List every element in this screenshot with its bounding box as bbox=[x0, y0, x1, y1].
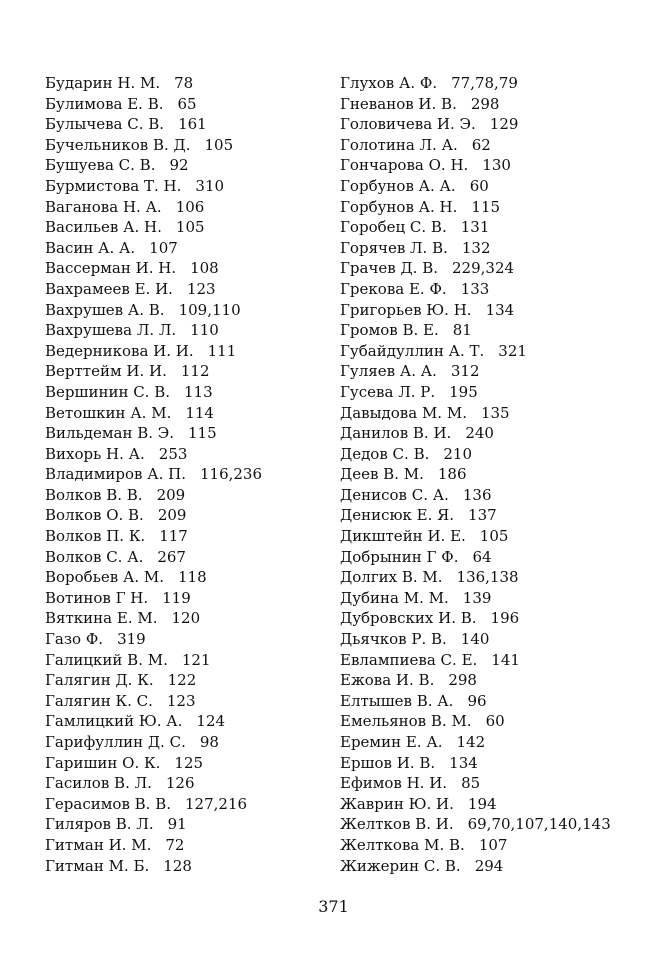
index-entry bbox=[45, 773, 345, 794]
page-references: 134 bbox=[485, 300, 515, 319]
author-name: Вихорь Н. А. bbox=[45, 444, 145, 463]
author-name: Ведерникова И. И. bbox=[45, 341, 194, 360]
author-name: Жаврин Ю. И. bbox=[340, 794, 454, 813]
author-name: Галягин К. С. bbox=[45, 691, 153, 710]
index-entry bbox=[45, 176, 345, 197]
index-entry bbox=[340, 423, 640, 444]
page-references: 298 bbox=[448, 671, 477, 690]
index-entry bbox=[45, 505, 345, 526]
index-entry bbox=[45, 341, 345, 362]
author-name: Дьячков Р. В. bbox=[340, 630, 447, 649]
author-name: Гневанов И. В. bbox=[340, 94, 457, 113]
page-references: 78 bbox=[174, 74, 194, 92]
page-references: 121 bbox=[181, 650, 211, 669]
author-name: Вершинин С. В. bbox=[45, 382, 171, 401]
index-entry bbox=[340, 94, 640, 115]
page-references: 267 bbox=[157, 547, 186, 566]
index-entry bbox=[340, 300, 640, 321]
page-references: 106 bbox=[175, 197, 205, 216]
page-references: 129 bbox=[489, 115, 519, 134]
author-name: Бударин Н. М. bbox=[45, 74, 161, 92]
page-references: 141 bbox=[491, 650, 520, 669]
index-entry bbox=[45, 382, 345, 403]
author-name: Бучельников В. Д. bbox=[45, 135, 191, 154]
author-name: Волков В. В. bbox=[45, 485, 143, 504]
page-references: 195 bbox=[449, 382, 478, 401]
index-entry bbox=[45, 526, 345, 547]
index-entry bbox=[340, 567, 640, 588]
author-name: Вотинов Г Н. bbox=[45, 588, 149, 607]
author-name: Гончарова О. Н. bbox=[340, 156, 469, 175]
page-references: 65 bbox=[177, 94, 197, 113]
index-entry bbox=[340, 361, 640, 382]
page-references: 196 bbox=[490, 609, 520, 628]
index-entry bbox=[45, 320, 345, 341]
index-entry bbox=[340, 341, 640, 362]
index-column-left bbox=[45, 73, 345, 876]
author-name: Горобец С. В. bbox=[340, 218, 447, 237]
author-name: Еремин Е. А. bbox=[340, 733, 443, 751]
index-entry bbox=[340, 485, 640, 506]
index-entry bbox=[45, 279, 345, 300]
index-entry bbox=[340, 403, 640, 424]
index-entry bbox=[45, 856, 345, 877]
index-entry bbox=[45, 732, 345, 753]
author-name: Дикштейн И. Е. bbox=[340, 527, 466, 546]
index-entry bbox=[340, 382, 640, 403]
page-references: 107 bbox=[478, 835, 508, 854]
page-references: 123 bbox=[166, 691, 196, 710]
index-entry bbox=[45, 114, 345, 135]
page-references: 62 bbox=[471, 135, 491, 154]
index-entry bbox=[45, 711, 345, 732]
index-entry bbox=[340, 197, 640, 218]
author-name: Глухов А. Ф. bbox=[340, 74, 438, 92]
index-entry bbox=[340, 464, 640, 485]
page-references: 126 bbox=[165, 774, 195, 793]
author-name: Гусева Л. Р. bbox=[340, 382, 436, 401]
author-name: Галицкий В. М. bbox=[45, 650, 168, 669]
index-entry bbox=[45, 135, 345, 156]
page-references: 136 bbox=[462, 485, 492, 504]
page-references: 114 bbox=[185, 403, 214, 422]
page-references: 115 bbox=[471, 197, 501, 216]
page-references: 134 bbox=[449, 753, 478, 772]
index-entry bbox=[340, 732, 640, 753]
author-name: Бушуева С. В. bbox=[45, 156, 156, 175]
page-number: 371 bbox=[318, 897, 349, 916]
index-entry bbox=[45, 238, 345, 259]
author-name: Жижерин С. В. bbox=[340, 856, 461, 875]
index-entry bbox=[340, 814, 640, 835]
author-name: Вахрамеев Е. И. bbox=[45, 279, 173, 298]
index-entry bbox=[340, 794, 640, 815]
author-name: Воробьев А. М. bbox=[45, 568, 164, 587]
index-entry bbox=[45, 567, 345, 588]
index-entry bbox=[340, 444, 640, 465]
author-name: Гарифуллин Д. С. bbox=[45, 733, 186, 751]
page-references: 91 bbox=[167, 815, 187, 834]
index-entry bbox=[340, 588, 640, 609]
index-entry bbox=[45, 629, 345, 650]
author-name: Грекова Е. Ф. bbox=[340, 279, 447, 298]
author-name: Гитман М. Б. bbox=[45, 856, 150, 875]
index-entry bbox=[340, 155, 640, 176]
author-name: Голотина Л. А. bbox=[340, 135, 458, 154]
author-name: Горбунов А. А. bbox=[340, 176, 456, 195]
index-entry bbox=[45, 403, 345, 424]
author-name: Ершов И. В. bbox=[340, 753, 436, 772]
author-name: Вяткина Е. М. bbox=[45, 609, 158, 628]
page-references: 133 bbox=[460, 279, 490, 298]
index-entry bbox=[45, 753, 345, 774]
page-references: 77,78,79 bbox=[451, 74, 518, 92]
page-references: 136,138 bbox=[456, 568, 519, 587]
index-entry bbox=[45, 650, 345, 671]
index-entry bbox=[340, 835, 640, 856]
author-name: Головичева И. Э. bbox=[340, 115, 476, 134]
index-entry bbox=[45, 361, 345, 382]
page-references: 142 bbox=[456, 733, 486, 751]
page-references: 108 bbox=[190, 259, 219, 278]
page-references: 115 bbox=[188, 424, 217, 443]
author-name: Григорьев Ю. Н. bbox=[340, 300, 472, 319]
author-name: Бурмистова Т. Н. bbox=[45, 176, 182, 195]
page-references: 209 bbox=[157, 506, 187, 525]
page-references: 112 bbox=[180, 362, 210, 381]
index-entry bbox=[340, 135, 640, 156]
page-references: 209 bbox=[156, 485, 186, 504]
page-references: 72 bbox=[165, 835, 185, 854]
index-entry bbox=[340, 320, 640, 341]
page-references: 319 bbox=[117, 630, 146, 649]
index-entry bbox=[45, 691, 345, 712]
author-name: Булимова Е. В. bbox=[45, 94, 164, 113]
author-name: Горбунов А. Н. bbox=[340, 197, 458, 216]
index-entry bbox=[45, 835, 345, 856]
page-references: 69,70,107,140,143 bbox=[467, 815, 611, 834]
page-references: 117 bbox=[159, 527, 188, 546]
page-references: 60 bbox=[469, 176, 489, 195]
author-name: Ваганова Н. А. bbox=[45, 197, 162, 216]
page-references: 118 bbox=[178, 568, 207, 587]
page-references: 240 bbox=[465, 424, 494, 443]
author-name: Волков С. А. bbox=[45, 547, 144, 566]
index-entry bbox=[45, 670, 345, 691]
index-entry bbox=[340, 856, 640, 877]
author-name: Давыдова М. М. bbox=[340, 403, 467, 422]
index-entry bbox=[45, 155, 345, 176]
index-entry bbox=[340, 258, 640, 279]
index-entry bbox=[340, 114, 640, 135]
page-references: 105 bbox=[479, 527, 509, 546]
page-references: 194 bbox=[467, 794, 497, 813]
author-name: Герасимов В. В. bbox=[45, 794, 172, 813]
author-name: Грачев Д. В. bbox=[340, 259, 439, 278]
author-name: Губайдуллин А. Т. bbox=[340, 341, 485, 360]
author-name: Деев В. М. bbox=[340, 465, 424, 484]
page-references: 122 bbox=[167, 671, 197, 690]
author-name: Вассерман И. Н. bbox=[45, 259, 177, 278]
page-references: 81 bbox=[452, 321, 472, 340]
page-references: 310 bbox=[195, 176, 225, 195]
page-references: 123 bbox=[186, 279, 216, 298]
page-references: 229,324 bbox=[452, 259, 515, 278]
page-references: 125 bbox=[174, 753, 204, 772]
author-name: Елтышев В. А. bbox=[340, 691, 454, 710]
author-name: Дубровских И. В. bbox=[340, 609, 477, 628]
page-references: 294 bbox=[474, 856, 504, 875]
author-name: Вильдеман В. Э. bbox=[45, 424, 175, 443]
page-references: 116,236 bbox=[199, 465, 263, 484]
page-references: 109,110 bbox=[178, 300, 241, 319]
index-entry bbox=[340, 670, 640, 691]
author-name: Газо Ф. bbox=[45, 630, 104, 649]
page-references: 130 bbox=[482, 156, 511, 175]
page-references: 113 bbox=[184, 382, 213, 401]
author-name: Желткова М. В. bbox=[340, 835, 465, 854]
page-references: 131 bbox=[460, 218, 490, 237]
index-entry bbox=[340, 73, 640, 94]
page-references: 128 bbox=[163, 856, 192, 875]
author-name: Галягин Д. К. bbox=[45, 671, 154, 690]
author-name: Васин А. А. bbox=[45, 238, 136, 257]
index-entry bbox=[45, 423, 345, 444]
author-name: Гуляев А. А. bbox=[340, 362, 437, 381]
index-entry bbox=[340, 526, 640, 547]
page-references: 210 bbox=[443, 444, 472, 463]
author-name: Васильев А. Н. bbox=[45, 218, 162, 237]
page-references: 132 bbox=[461, 238, 491, 257]
page-references: 140 bbox=[460, 630, 490, 649]
index-entry bbox=[340, 608, 640, 629]
index-entry bbox=[45, 217, 345, 238]
index-entry bbox=[45, 814, 345, 835]
page-references: 85 bbox=[461, 774, 481, 793]
index-entry bbox=[45, 444, 345, 465]
author-name: Волков О. В. bbox=[45, 506, 144, 525]
page-references: 60 bbox=[485, 712, 505, 731]
index-entry bbox=[340, 547, 640, 568]
index-entry bbox=[45, 608, 345, 629]
author-name: Гиляров В. Л. bbox=[45, 815, 154, 834]
page-references: 135 bbox=[480, 403, 510, 422]
author-name: Гитман И. М. bbox=[45, 835, 152, 854]
page-references: 186 bbox=[437, 465, 467, 484]
page-references: 119 bbox=[162, 588, 191, 607]
author-name: Владимиров А. П. bbox=[45, 465, 186, 484]
index-entry bbox=[340, 505, 640, 526]
index-entry bbox=[45, 300, 345, 321]
author-name: Гаришин О. К. bbox=[45, 753, 161, 772]
author-name: Дубина М. М. bbox=[340, 588, 449, 607]
author-name: Евлампиева С. Е. bbox=[340, 650, 478, 669]
index-entry bbox=[340, 279, 640, 300]
author-name: Денисюк Е. Я. bbox=[340, 506, 455, 525]
author-name: Громов В. Е. bbox=[340, 321, 439, 340]
index-entry bbox=[340, 691, 640, 712]
author-name: Долгих В. М. bbox=[340, 568, 443, 587]
page-references: 64 bbox=[472, 547, 492, 566]
index-entry bbox=[340, 176, 640, 197]
page-references: 98 bbox=[199, 733, 219, 751]
page-references: 105 bbox=[204, 135, 234, 154]
index-entry bbox=[45, 197, 345, 218]
page-references: 312 bbox=[450, 362, 480, 381]
page-references: 253 bbox=[158, 444, 188, 463]
index-entry bbox=[45, 464, 345, 485]
page-references: 107 bbox=[149, 238, 178, 257]
page-references: 127,216 bbox=[185, 794, 248, 813]
author-name: Емельянов В. М. bbox=[340, 712, 472, 731]
index-entry bbox=[340, 238, 640, 259]
author-name: Горячев Л. В. bbox=[340, 238, 448, 257]
author-name: Верттейм И. И. bbox=[45, 362, 167, 381]
index-entry bbox=[340, 217, 640, 238]
author-name: Дедов С. В. bbox=[340, 444, 430, 463]
page-references: 120 bbox=[171, 609, 201, 628]
index-entry bbox=[340, 629, 640, 650]
author-name: Вахрушев А. В. bbox=[45, 300, 165, 319]
page-references: 321 bbox=[498, 341, 527, 360]
author-name: Добрынин Г Ф. bbox=[340, 547, 459, 566]
author-name: Вахрушева Л. Л. bbox=[45, 321, 177, 340]
index-entry bbox=[45, 547, 345, 568]
page-references: 105 bbox=[175, 218, 205, 237]
page-references: 161 bbox=[178, 115, 207, 134]
page-references: 111 bbox=[207, 341, 237, 360]
index-entry bbox=[340, 650, 640, 671]
index-entry bbox=[45, 794, 345, 815]
author-name: Желтков В. И. bbox=[340, 815, 454, 834]
index-entry bbox=[45, 73, 345, 94]
index-entry bbox=[45, 258, 345, 279]
author-name: Гасилов В. Л. bbox=[45, 774, 152, 793]
author-name: Волков П. К. bbox=[45, 527, 146, 546]
index-entry bbox=[45, 94, 345, 115]
page-references: 124 bbox=[196, 712, 226, 731]
author-name: Ежова И. В. bbox=[340, 671, 435, 690]
page-references: 298 bbox=[470, 94, 500, 113]
author-name: Денисов С. А. bbox=[340, 485, 449, 504]
page-references: 110 bbox=[190, 321, 219, 340]
author-name: Ветошкин А. М. bbox=[45, 403, 172, 422]
author-name: Гамлицкий Ю. А. bbox=[45, 712, 183, 731]
index-entry bbox=[340, 753, 640, 774]
author-name: Ефимов Н. И. bbox=[340, 774, 448, 793]
index-entry bbox=[45, 588, 345, 609]
index-entry bbox=[340, 773, 640, 794]
author-name: Данилов В. И. bbox=[340, 424, 452, 443]
index-column-right bbox=[340, 73, 640, 876]
index-entry bbox=[340, 711, 640, 732]
page-references: 139 bbox=[462, 588, 492, 607]
page-references: 92 bbox=[169, 156, 189, 175]
author-name: Булычева С. В. bbox=[45, 115, 165, 134]
page-references: 96 bbox=[467, 691, 487, 710]
index-entry bbox=[45, 485, 345, 506]
page-references: 137 bbox=[468, 506, 497, 525]
